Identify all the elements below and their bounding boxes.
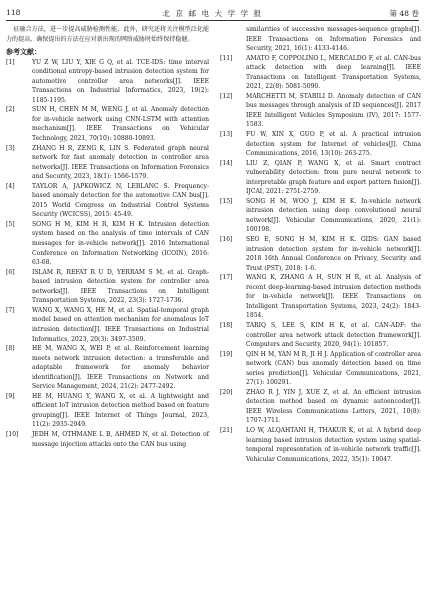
reference-number: [9] <box>6 392 15 400</box>
reference-number: [10] <box>6 430 19 438</box>
reference-number: [4] <box>6 182 15 190</box>
reference-number: [3] <box>6 144 15 152</box>
reference-text: TAYLOR A, JAPKOWICZ N, LEBLANC S. Frequency-based anomaly detection for the automotive CAN bus[J]. 2015 World Congress on Industrial Control Systems Security (WCICSS), 2015: 45-49. <box>32 182 209 219</box>
reference-text: SEO E, SONG H M, KIM H K. GIDS: GAN based intrusion detection system for in-vehicle network[J]. 2018 16th Annual Conference on Privacy, Security and Trust (PST), 2018: 1-6. <box>246 236 421 272</box>
references-heading: 参考文献： <box>6 47 41 57</box>
reference-text: QIN H M, YAN M R, JI H J. Application of controller area network (CAN) bus anomaly detection based on time series prediction[J]. Vehicular Communications, 2021, 27(1): 100291. <box>246 350 421 387</box>
volume-label: 第 48 卷 <box>389 9 419 18</box>
reference-number: [7] <box>6 306 15 314</box>
reference-text: YU Z W, LIU Y, XIE G Q, et al. TCE-IDS: time interval conditional entropy-based intrusion detection system for automotive controller area networks[J]. IEEE Transactions on Industrial Informatics, 2023, 19(2): 1185-1195. <box>32 58 209 104</box>
reference-number: [13] <box>220 131 233 139</box>
reference-item <box>6 220 209 268</box>
reference-item <box>220 426 421 464</box>
reference-text: WANG X, WANG X, HE M, et al. Spatial-temporal graph model based on attention mechanism for anomalous IoT intrusion detection[J]. IEEE Transactions on Industrial Informatics, 2023, 20(3): 3497-3509. <box>32 306 209 343</box>
reference-number: [5] <box>6 220 15 228</box>
reference-item <box>6 182 209 220</box>
reference-number: [11] <box>220 54 233 62</box>
reference-item <box>220 130 421 159</box>
reference-text: AMATO F, COPPOLINO L, MERCALDO F, et al. CAN-bus attack detection with deep learning[J]. IEEE Transactions on Intelligent Transportation Systems, 2021, 22(8): 5081-5090. <box>246 54 421 91</box>
reference-text: ZHANG H R, ZENG K, LIN S. Federated graph neural network for fast anomaly detection in controller area networks[J]. IEEE Transactions on Information Forensics and Security, 2023, 18(1): 1566-1579. <box>32 144 209 181</box>
reference-text: LO W, ALQAHTANI H, THAKUR K, et al. A hybrid deep learning based intrusion detection system using spatial-temporal representation of in-vehicle network traffic[J]. Vehicular Communications, 2022, 35(1): 10047. <box>246 426 421 463</box>
reference-item <box>220 159 421 197</box>
reference-text: SUN H, CHEN M M, WENG J, et al. Anomaly detection for in-vehicle network using CNN-LSTM with attention mechanism[J]. IEEE Transactions on Vehicular Technology, 2021, 70(10): 10880-10893. <box>32 106 209 143</box>
reference-number: [17] <box>220 274 233 282</box>
reference-item <box>220 350 421 388</box>
reference-text: WANG K, ZHANG A H, SUN H R, et al. Analysis of recent deep-learning-based intrusion detection methods for in-vehicle network[J]. IEEE Transactions on Intelligent Transportation Systems, 2023, 24(2): 1843-1854. <box>246 274 421 320</box>
reference-text: LIU Z, QIAN P, WANG X, et al. Smart contract vulnerability detection: from pure neural network to interpretable graph feature and expert pattern fusion[J]. IJCAI, 2021: 2751-2759. <box>246 159 421 196</box>
reference-item <box>6 392 209 430</box>
reference-item <box>6 105 209 143</box>
reference-item <box>6 430 209 449</box>
reference-text: HE M, HUANG Y, WANG X, et al. A lightweight and efficient IoT intrusion detection method based on feature grouping[J]. IEEE Internet of Things Journal, 2023, 11(2): 2935-2949. <box>32 392 209 429</box>
reference-number: [14] <box>220 159 233 167</box>
reference-number: [2] <box>6 106 15 114</box>
reference-item <box>220 197 421 235</box>
reference-text: HE M, WANG X, WEI P, et al. Reinforcement learning meets network intrusion detection: a transferable and adaptable framework for anomaly behavior identification[J]. IEEE Transactions on Network and Service Management, 2024, 21(2): 2477-2492. <box>32 345 209 391</box>
journal-title: 北 京 邮 电 大 学 学 报 <box>162 9 263 18</box>
running-header <box>6 6 419 21</box>
reference-item <box>6 306 209 344</box>
reference-text: TARIQ S, LEE S, KIM H K, et al. CAN-ADF: the controller area network attack detection framework[J]. Computers and Security, 2020, 94(1): 101857. <box>246 321 421 349</box>
reference-number: [16] <box>220 236 233 244</box>
reference-number: [20] <box>220 388 233 396</box>
reference-item <box>6 344 209 392</box>
reference-item <box>220 54 421 92</box>
reference-number: [12] <box>220 92 233 100</box>
reference-text: JEDH M, OTHMANE L B, AHMED N, et al. Detection of message injection attacks onto the CAN bus using <box>32 430 209 448</box>
reference-text: SONG H M, KIM H R, KIM H K. Intrusion detection system based on the analysis of time intervals of CAN messages for in-vehicle network[J]. 2016 International Conference on Information Networking (ICOIN), 2016: 63-68. <box>32 220 209 267</box>
reference-continuation: similarities of successive messages-sequence graphs[J]. IEEE Transactions on Information Forensics and Security, 2021, 16(1): 4133-4146. <box>246 26 421 53</box>
reference-item <box>6 58 209 106</box>
reference-item <box>6 144 209 182</box>
page-number: 118 <box>6 8 21 17</box>
reference-number: [15] <box>220 197 233 205</box>
reference-number: [18] <box>220 321 233 329</box>
reference-item <box>220 235 421 273</box>
reference-text: ZHAO R J, YIN J, XUE Z, et al. An efficient intrusion detection method based on dynamic autoencoder[J]. IEEE Wireless Communications Letters, 2021, 10(8): 1707-1711. <box>246 388 421 425</box>
left-column <box>6 25 209 607</box>
reference-item <box>220 388 421 426</box>
reference-item <box>6 268 209 306</box>
conclusion-paragraph: 征融合方法，进一步提高威胁检测性能。此外，研究还将关注模型泛化能力的提高，确保提出的方法在应对新出现的网络威胁时始终保持稳健。 <box>6 26 209 43</box>
reference-text: FU W, XIN X, GUO P, et al. A practical intrusion detection system for Internet of vehicles[J]. China Communications, 2016, 13(10): 263-275. <box>246 131 421 158</box>
reference-number: [1] <box>6 58 15 66</box>
reference-text: SONG H M, WOO J, KIM H K. In-vehicle network intrusion detection using deep convolutional neural network[J]. Vehicular Communications, 2020, 21(1): 100198. <box>246 197 421 234</box>
reference-item <box>220 321 421 350</box>
reference-number: [21] <box>220 426 233 434</box>
reference-text: ISLAM R, REFAT R U D, YERRAM S M, et al. Graph-based intrusion detection system for controller area networks[J]. IEEE Transactions on Intelligent Transportation Systems, 2022, 23(3): 1727-1736. <box>32 268 209 305</box>
reference-item <box>220 92 421 130</box>
reference-text: MARCHETTI M, STABILI D. Anomaly detection of CAN bus messages through analysis of ID sequences[J]. 2017 IEEE Intelligent Vehicles Symposium (IV), 2017: 1577-1583. <box>246 92 421 129</box>
reference-number: [8] <box>6 345 15 353</box>
reference-number: [6] <box>6 268 15 276</box>
reference-number: [19] <box>220 350 233 358</box>
reference-item <box>220 273 421 321</box>
right-column <box>220 25 421 607</box>
